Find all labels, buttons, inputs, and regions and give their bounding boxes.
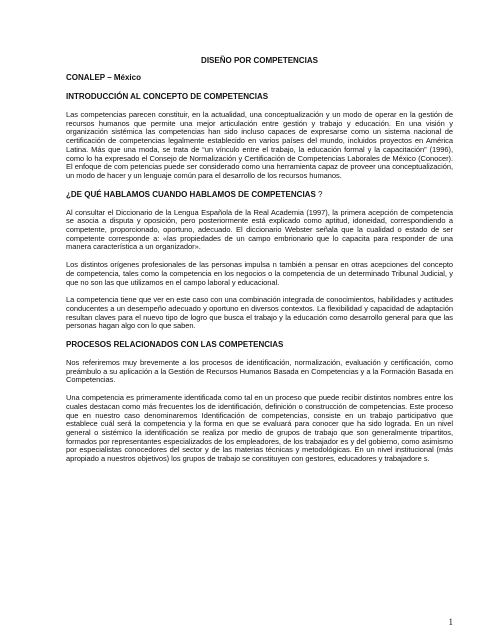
document-title: DISEÑO POR COMPETENCIAS	[201, 56, 318, 65]
section-heading-introduccion: INTRODUCCIÓN AL CONCEPTO DE COMPETENCIAS	[66, 92, 269, 101]
section-paragraph: Al consultar el Diccionario de la Lengua Española de la Real Academia (1997), la primera acepción de competencia se asocia a disputa y oposición, pero posteriormente está explicado como aptitud, idoneidad, correspondiendo a competente, proporcionado, oportuno, adecuado. El diccionario Webster señala que la cualidad o estado de ser competente corresponde a: «las propiedades de un campo embrionario que lo capacita para responder de una manera característica a un organizador».	[66, 207, 453, 252]
section-paragraph: Una competencia es primeramente identificada como tal en un proceso que puede recibir distintos nombres entre los cuales destacan como más frecuentes los de identificación, definición o construcción de competencias. Este proceso que en nuestro caso denominaremos Identificación de competencias, consiste en un trabajo participativo que establece cuál será la competencia y la forma en que se evaluará para conocer que ha sido lograda. En un nivel general o sistémico la identificación se realiza por medio de grupos de trabajo que son generalmente tripartitos, formados por representantes especializados de los empleadores, de los trabajador es y del gobierno, como asimismo por especialistas conocedores del sector y de las materias técnicas y metodológicas. En un nivel institucional (más apropiado a nuestros objetivos) los grupos de trabajo se constituyen con gestores, educadores y trabajadore s.	[66, 393, 453, 464]
page-number: 1	[448, 617, 453, 627]
section-heading-suffix: ?	[315, 189, 323, 199]
section-heading-procesos: PROCESOS RELACIONADOS CON LAS COMPETENCIAS	[66, 340, 284, 350]
section-heading-de-que-hablamos	[66, 190, 453, 200]
section-paragraph: La competencia tiene que ver en este caso con una combinación integrada de conocimientos, habilidades y actitudes conducentes a un desempeño adecuado y oportuno en diversos contextos. La flexibilidad y capacidad de adaptación resultan claves para el nuevo tipo de logro que busca el trabajo y la educación como desarrollo general para que las personas hagan algo con lo que saben.	[66, 295, 453, 331]
document-subtitle: CONALEP – México	[66, 73, 141, 82]
section-paragraph: Los distintos orígenes profesionales de las personas impulsa n también a pensar en otras acepciones del concepto de competencia, tales como la competencia en los negocios o la competencia de un determinado Tribunal Judicial, y que no son las que utilizamos en el campo laboral y educacional.	[66, 260, 453, 287]
section-paragraph: Nos referiremos muy brevemente a los procesos de identificación, normalización, evaluación y certificación, como preámbulo a su aplicación a la Gestión de Recursos Humanos Basada en Competencias y a la Formación Basada en Competencias.	[66, 358, 453, 385]
section-heading-text: ¿DE QUÉ HABLAMOS CUANDO HABLAMOS DE COMPETENCIAS	[66, 189, 316, 199]
section-paragraph: Las competencias parecen constituir, en la actualidad, una conceptualización y un modo de operar en la gestión de recursos humanos que permite una mejor articulación entre gestión y trabajo y educación. En una visión y organización sistémica las competencias han sido incluso capaces de expresarse como un sistema nacional de certificación de competencias legalmente establecido en varios países del mundo, incluidos proyectos en América Latina. Más que una moda, se trata de “un vínculo entre el trabajo, la educación formal y la capacitación” (1996), como lo ha expresado el Consejo de Normalización y Certificación de Competencias Laborales de México (Conocer). El enfoque de com petencias puede ser considerado como una herramienta capaz de proveer una conceptualización, un modo de hacer y un lenguaje común para el desarrollo de los recursos humanos.	[66, 110, 453, 180]
